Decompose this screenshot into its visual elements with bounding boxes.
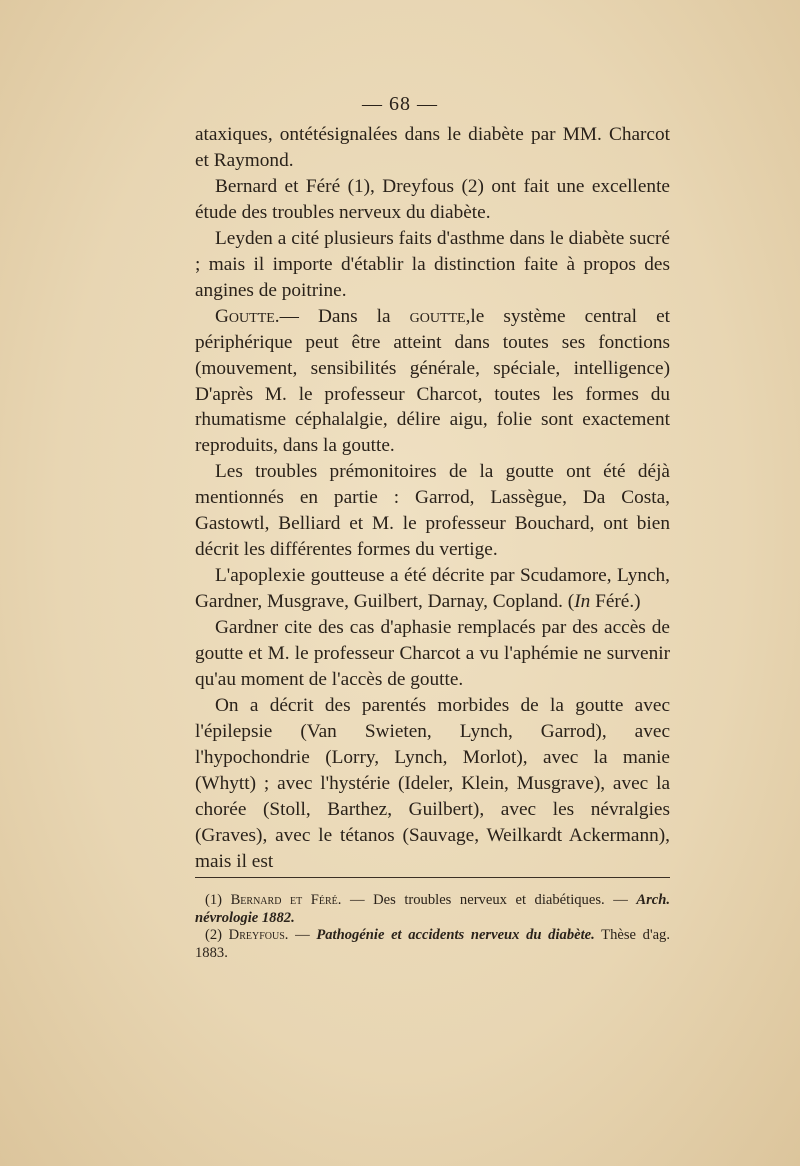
text-run: In xyxy=(574,591,591,613)
paragraph: On a décrit des parentés morbides de la goutte avec l'épilepsie (Van Swieten, Lynch, Garrod), avec l'hypochondrie (Lorry, Lynch, Morlot), avec la manie (Whytt) ; avec l'hystérie (Ideler, Klein, Musgrave), avec la chorée (Stoll, Barthez, Guilbert), avec les névralgies (Graves), avec le tétanos (Sauvage, Weilkardt Ackermann), mais il est xyxy=(195,694,670,872)
paragraph: Gardner cite des cas d'aphasie remplacés par des accès de goutte et M. le professeur Charcot a vu l'aphémie ne survenir qu'au moment de l'accès de goutte. xyxy=(195,617,670,691)
footnote xyxy=(195,927,670,962)
footnote-title: Pathogénie et accidents nerveux du diabète. xyxy=(316,927,595,943)
paragraph: Les troubles prémonitoires de la goutte ont été déjà mentionnés en partie : Garrod, Lassègue, Da Costa, Gastowtl, Belliard et M. le professeur Bouchard, ont bien décrit les différentes formes du vertige. xyxy=(195,461,670,561)
footnote-journal: Arch. névrologie 1882. xyxy=(195,892,671,926)
section-heading: Goutte. xyxy=(215,305,280,327)
footnote-author: Bernard et Féré. xyxy=(230,892,342,908)
text-run: Féré.) xyxy=(590,591,641,613)
text-run: — Dans la xyxy=(279,305,410,327)
footnote xyxy=(195,892,670,927)
text-run: L'apoplexie goutteuse a été décrite par Scudamore, Lynch, Gardner, Musgrave, Guilbert, Darnay, Copland. ( xyxy=(195,565,670,613)
footnote-text: — Des troubles nerveux et diabétiques. — xyxy=(341,892,637,908)
footnote-text: Thèse d'ag. 1883. xyxy=(195,927,671,961)
paragraph xyxy=(195,304,670,460)
page-number: — 68 — xyxy=(362,93,438,115)
footnote-text: — xyxy=(288,927,317,943)
footnote-author: Dreyfous. xyxy=(228,927,289,943)
paragraph: ataxiques, ontétésignalées dans le diabète par MM. Charcot et Raymond. xyxy=(195,124,670,171)
paragraph: Leyden a cité plusieurs faits d'asthme dans le diabète sucré ; mais il importe d'établir la distinction faite à propos des angines de poitrine. xyxy=(195,227,670,301)
footnote-divider xyxy=(195,877,670,878)
paragraph: Bernard et Féré (1), Dreyfous (2) ont fait une excellente étude des troubles nerveux du diabète. xyxy=(195,175,670,223)
footnote-number: (1) xyxy=(205,892,231,908)
text-run: goutte xyxy=(409,305,466,327)
paragraph xyxy=(195,563,670,615)
main-text xyxy=(195,122,670,875)
footnotes xyxy=(195,892,670,962)
footnote-number: (2) xyxy=(205,927,229,943)
text-run: ,le système central et périphérique peut être atteint dans toutes ses fonctions (mouvement, sensibilités générale, spéciale, intelligence) D'après M. le professeur Charcot, toutes les formes du rhumatisme céphalalgie, délire aigu, folie sont exactement reproduits, dans la goutte. xyxy=(195,305,670,457)
